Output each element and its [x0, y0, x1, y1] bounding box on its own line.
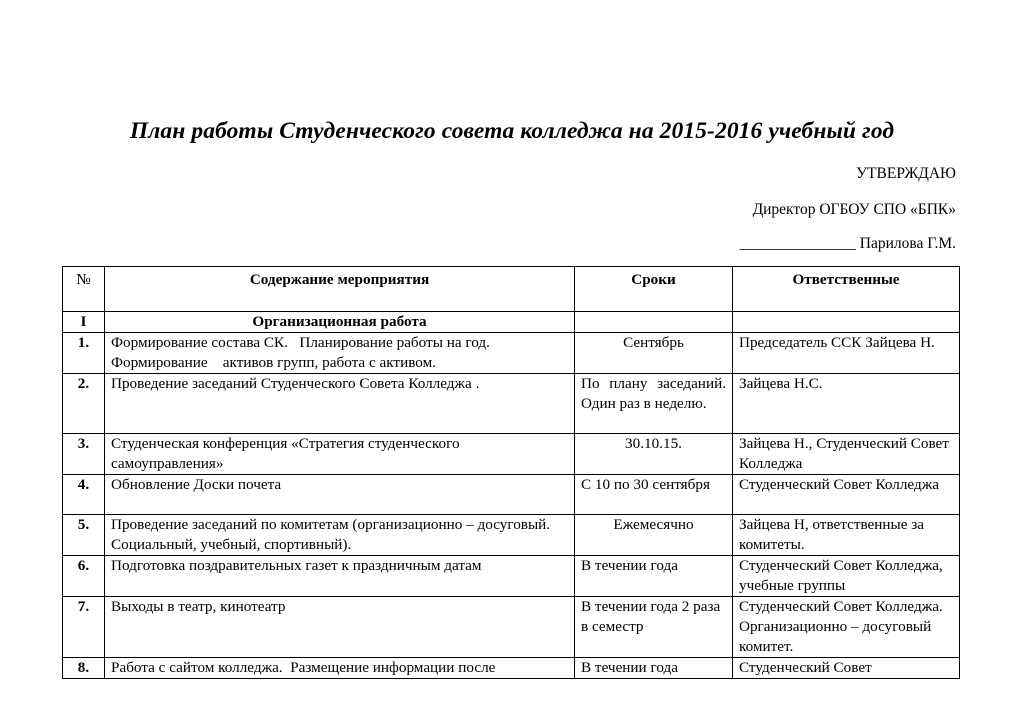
row-number: 6. [63, 556, 105, 597]
section-label: Организационная работа [105, 312, 575, 333]
row-term: По плану заседаний. Один раз в неделю. [575, 374, 733, 434]
table-row [63, 556, 960, 597]
table-row [63, 434, 960, 475]
row-number: 8. [63, 658, 105, 679]
row-number: 3. [63, 434, 105, 475]
header-responsible: Ответственные [733, 267, 960, 312]
header-number: № [63, 267, 105, 312]
row-content: Подготовка поздравительных газет к праздничным датам [105, 556, 575, 597]
row-term: В течении года [575, 556, 733, 597]
approval-position: Директор ОГБОУ СПО «БПК» [752, 201, 956, 218]
row-responsible: Студенческий Совет Колледжа, учебные группы [733, 556, 960, 597]
section-row [63, 312, 960, 333]
row-responsible: Студенческий Совет Колледжа [733, 475, 960, 515]
row-responsible: Зайцева Н., Студенческий Совет Колледжа [733, 434, 960, 475]
table-row [63, 515, 960, 556]
row-number: 2. [63, 374, 105, 434]
row-responsible: Студенческий Совет Колледжа. Организационно – досуговый комитет. [733, 597, 960, 658]
row-term: Сентябрь [575, 333, 733, 374]
row-content: Проведение заседаний Студенческого Совета Колледжа . [105, 374, 575, 434]
row-number: 4. [63, 475, 105, 515]
section-term-empty [575, 312, 733, 333]
header-content: Содержание мероприятия [105, 267, 575, 312]
row-responsible: Зайцева Н, ответственные за комитеты. [733, 515, 960, 556]
table-row [63, 658, 960, 679]
document-title: План работы Студенческого совета колледжа на 2015-2016 учебный год [129, 118, 895, 144]
row-term: В течении года [575, 658, 733, 679]
row-content: Выходы в театр, кинотеатр [105, 597, 575, 658]
row-term: Ежемесячно [575, 515, 733, 556]
table-header-row [63, 267, 960, 312]
row-content: Проведение заседаний по комитетам (организационно – досуговый. Социальный, учебный, спортивный). [105, 515, 575, 556]
approval-signature: _______________ Парилова Г.М. [739, 235, 956, 252]
table-row [63, 475, 960, 515]
row-number: 7. [63, 597, 105, 658]
row-number: 1. [63, 333, 105, 374]
row-content: Обновление Доски почета [105, 475, 575, 515]
plan-table [62, 266, 960, 679]
table-row [63, 333, 960, 374]
row-content: Студенческая конференция «Стратегия студенческого самоуправления» [105, 434, 575, 475]
table-row [63, 374, 960, 434]
row-number: 5. [63, 515, 105, 556]
section-responsible-empty [733, 312, 960, 333]
header-term: Сроки [575, 267, 733, 312]
table-row [63, 597, 960, 658]
row-content: Работа с сайтом колледжа. Размещение информации после [105, 658, 575, 679]
row-responsible: Студенческий Совет [733, 658, 960, 679]
row-term: С 10 по 30 сентября [575, 475, 733, 515]
section-number: I [63, 312, 105, 333]
row-term: В течении года 2 раза в семестр [575, 597, 733, 658]
row-content: Формирование состава СК. Планирование работы на год. Формирование активов групп, работа с активом. [105, 333, 575, 374]
row-term: 30.10.15. [575, 434, 733, 475]
approval-heading: УТВЕРЖДАЮ [856, 165, 956, 182]
row-responsible: Председатель ССК Зайцева Н. [733, 333, 960, 374]
row-responsible: Зайцева Н.С. [733, 374, 960, 434]
